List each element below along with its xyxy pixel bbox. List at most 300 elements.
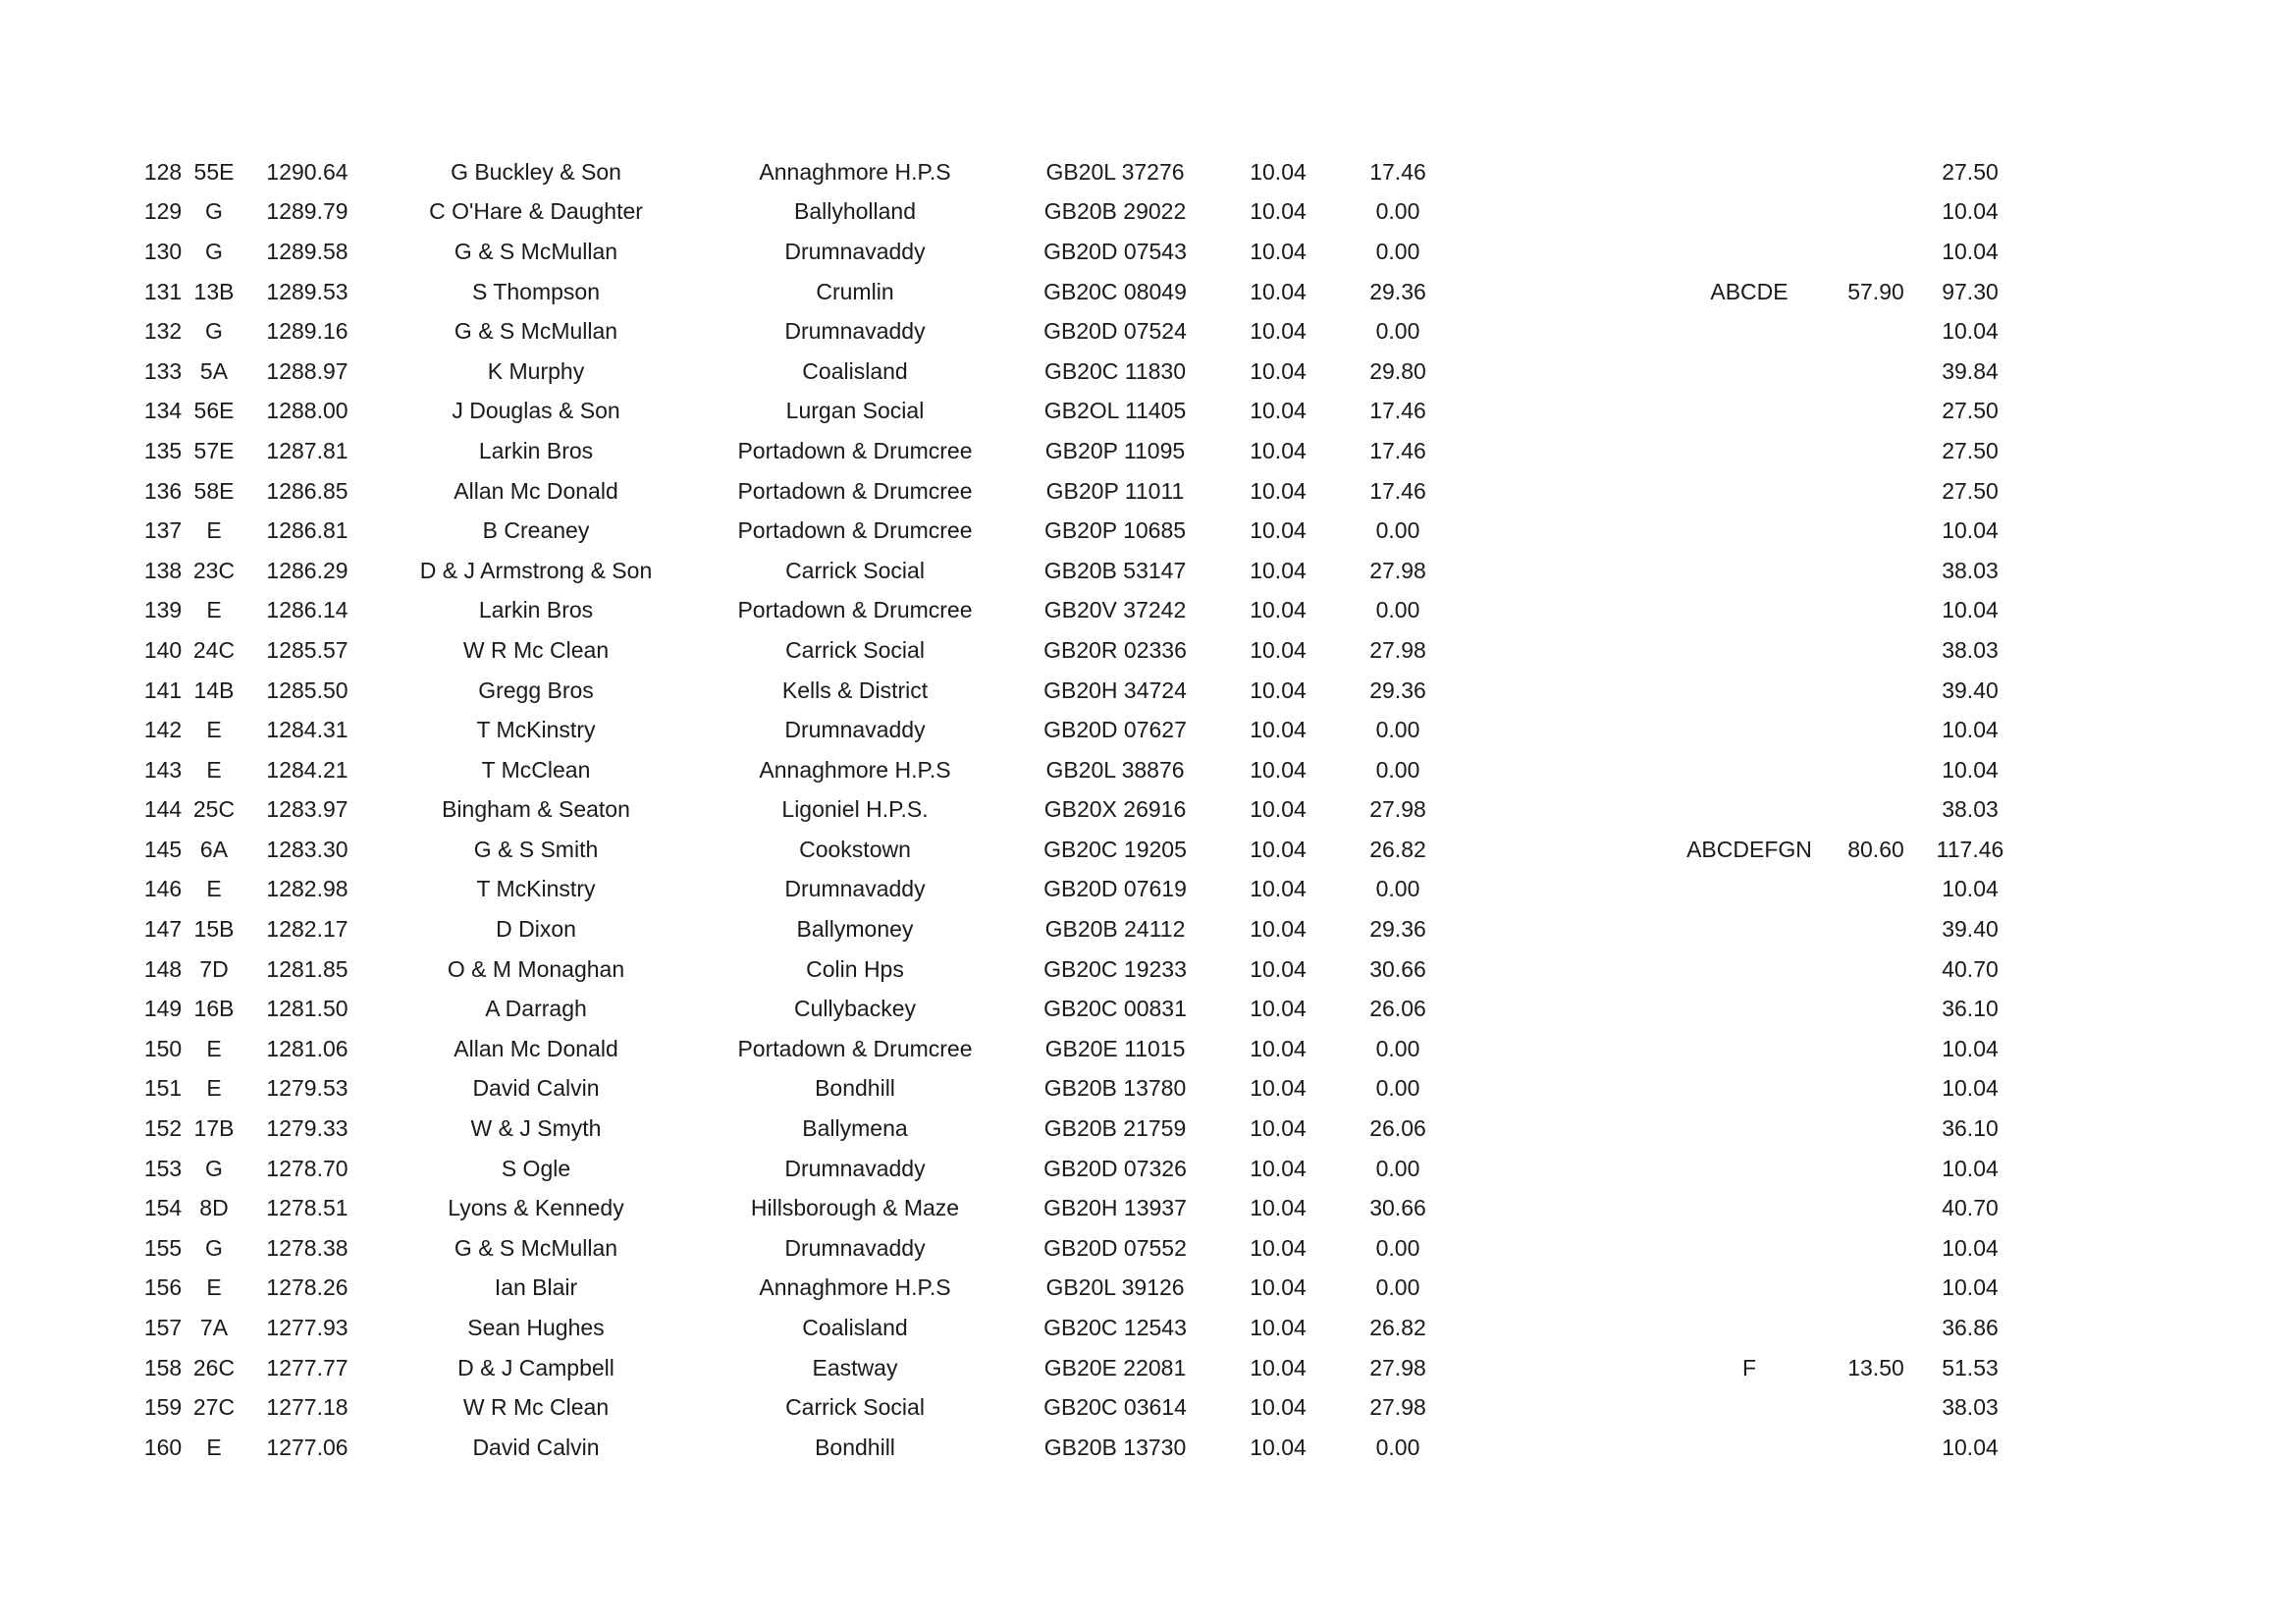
pool-cell: 27.98	[1369, 636, 1426, 663]
club-cell: Coalisland	[802, 1315, 908, 1341]
spacer-cell	[1457, 830, 1659, 870]
spacer-cell	[1457, 431, 1659, 471]
total-cell: 10.04	[1942, 1075, 1999, 1102]
fancier-name-cell: O & M Monaghan	[447, 955, 625, 982]
nomination-amount-cell	[1840, 1228, 1912, 1269]
spacer-cell	[1457, 989, 1659, 1029]
total-cell: 10.04	[1942, 1434, 1999, 1460]
pool-cell: 0.00	[1375, 1035, 1420, 1061]
spacer-cell	[2028, 870, 2101, 910]
nomination-amount-cell	[1840, 1387, 1912, 1428]
section-cell: 58E	[193, 477, 235, 504]
ring-number-cell: GB20B 29022	[1043, 198, 1187, 225]
ring-number-cell: GB20E 11015	[1044, 1035, 1186, 1061]
table-row	[137, 790, 2101, 831]
spacer-cell	[1457, 750, 1659, 790]
fancier-name-cell: J Douglas & Son	[452, 398, 620, 424]
spacer-cell	[1457, 511, 1659, 551]
position-cell: 143	[143, 756, 183, 783]
nomination-amount-cell	[1840, 630, 1912, 671]
fancier-name-cell: D Dixon	[496, 916, 576, 943]
pool-cell: 0.00	[1375, 1234, 1420, 1261]
section-cell: 16B	[193, 996, 235, 1022]
nominations-cell	[1659, 431, 1840, 471]
spacer-cell	[1457, 1228, 1659, 1269]
section-cell: E	[206, 517, 222, 544]
prize-cell: 10.04	[1250, 1354, 1307, 1380]
spacer-cell	[2028, 630, 2101, 671]
prize-cell: 10.04	[1250, 1195, 1307, 1221]
position-cell: 138	[143, 557, 183, 583]
velocity-cell: 1286.14	[266, 597, 348, 623]
velocity-cell: 1277.93	[266, 1315, 348, 1341]
position-cell: 137	[143, 517, 183, 544]
club-cell: Portadown & Drumcree	[737, 517, 973, 544]
spacer-cell	[2028, 989, 2101, 1029]
ring-number-cell: GB20C 19205	[1043, 836, 1187, 862]
velocity-cell: 1282.98	[266, 876, 348, 902]
prize-cell: 10.04	[1250, 836, 1307, 862]
prize-cell: 10.04	[1250, 557, 1307, 583]
section-cell: 23C	[192, 557, 236, 583]
total-cell: 38.03	[1942, 1394, 1999, 1421]
position-cell: 129	[143, 198, 183, 225]
prize-cell: 10.04	[1250, 1115, 1307, 1142]
nominations-cell	[1659, 1428, 1840, 1468]
prize-cell: 10.04	[1250, 996, 1307, 1022]
spacer-cell	[2028, 272, 2101, 312]
pool-cell: 0.00	[1375, 597, 1420, 623]
nomination-amount-cell	[1840, 909, 1912, 949]
position-cell: 157	[143, 1315, 183, 1341]
nomination-amount-cell	[1840, 1188, 1912, 1228]
ring-number-cell: GB20P 11011	[1045, 477, 1185, 504]
nominations-cell	[1659, 630, 1840, 671]
ring-number-cell: GB20E 22081	[1043, 1354, 1187, 1380]
spacer-cell	[2028, 152, 2101, 192]
spacer-cell	[2028, 1149, 2101, 1189]
section-cell: 24C	[192, 636, 236, 663]
fancier-name-cell: Sean Hughes	[467, 1315, 605, 1341]
fancier-name-cell: S Ogle	[501, 1155, 571, 1181]
total-cell: 36.10	[1942, 996, 1999, 1022]
prize-cell: 10.04	[1250, 796, 1307, 823]
prize-cell: 10.04	[1250, 198, 1307, 225]
velocity-cell: 1282.17	[266, 916, 348, 943]
total-cell: 27.50	[1942, 477, 1999, 504]
ring-number-cell: GB20R 02336	[1043, 636, 1187, 663]
nominations-cell	[1659, 710, 1840, 750]
nomination-amount-cell	[1840, 311, 1912, 352]
nominations-cell	[1659, 1387, 1840, 1428]
spacer-cell	[1457, 392, 1659, 432]
nominations-cell	[1659, 790, 1840, 831]
prize-cell: 10.04	[1250, 1274, 1307, 1301]
nomination-amount-cell	[1840, 1149, 1912, 1189]
table-row	[137, 1109, 2101, 1149]
pool-cell: 29.36	[1369, 916, 1426, 943]
pool-cell: 0.00	[1375, 1274, 1420, 1301]
pool-cell: 0.00	[1375, 238, 1420, 264]
prize-cell: 10.04	[1250, 1035, 1307, 1061]
fancier-name-cell: Allan Mc Donald	[454, 477, 618, 504]
fancier-name-cell: D & J Armstrong & Son	[419, 557, 653, 583]
section-cell: G	[205, 1234, 223, 1261]
total-cell: 10.04	[1942, 238, 1999, 264]
nomination-amount-cell	[1840, 392, 1912, 432]
position-cell: 136	[143, 477, 183, 504]
total-cell: 40.70	[1942, 1195, 1999, 1221]
position-cell: 152	[143, 1115, 183, 1142]
club-cell: Ligoniel H.P.S.	[781, 796, 929, 823]
total-cell: 27.50	[1942, 437, 1999, 463]
velocity-cell: 1278.26	[266, 1274, 348, 1301]
section-cell: E	[206, 1035, 222, 1061]
table-row	[137, 1188, 2101, 1228]
nomination-amount-cell	[1840, 1069, 1912, 1110]
nomination-amount-cell	[1840, 431, 1912, 471]
club-cell: Colin Hps	[806, 955, 904, 982]
nomination-amount-cell	[1840, 152, 1912, 192]
club-cell: Portadown & Drumcree	[737, 1035, 973, 1061]
nomination-amount-cell	[1840, 750, 1912, 790]
position-cell: 153	[143, 1155, 183, 1181]
table-row	[137, 1308, 2101, 1348]
club-cell: Cookstown	[799, 836, 911, 862]
table-row	[137, 591, 2101, 631]
spacer-cell	[2028, 591, 2101, 631]
ring-number-cell: GB20V 37242	[1043, 597, 1187, 623]
section-cell: 25C	[192, 796, 236, 823]
spacer-cell	[1457, 1387, 1659, 1428]
spacer-cell	[2028, 1348, 2101, 1388]
position-cell: 146	[143, 876, 183, 902]
spacer-cell	[1457, 1269, 1659, 1309]
prize-cell: 10.04	[1250, 1155, 1307, 1181]
table-row	[137, 1149, 2101, 1189]
nomination-amount-cell	[1840, 870, 1912, 910]
velocity-cell: 1278.51	[266, 1195, 348, 1221]
club-cell: Cullybackey	[794, 996, 916, 1022]
nomination-amount-cell	[1840, 989, 1912, 1029]
position-cell: 132	[143, 318, 183, 345]
velocity-cell: 1281.50	[266, 996, 348, 1022]
prize-cell: 10.04	[1250, 437, 1307, 463]
nomination-amount-cell	[1840, 1109, 1912, 1149]
position-cell: 141	[143, 677, 183, 703]
ring-number-cell: GB20D 07524	[1043, 318, 1187, 345]
prize-cell: 10.04	[1250, 1394, 1307, 1421]
fancier-name-cell: A Darragh	[485, 996, 587, 1022]
club-cell: Lurgan Social	[785, 398, 925, 424]
position-cell: 158	[143, 1354, 183, 1380]
spacer-cell	[2028, 551, 2101, 591]
table-row	[137, 311, 2101, 352]
section-cell: E	[206, 876, 222, 902]
fancier-name-cell: Larkin Bros	[478, 437, 594, 463]
table-row	[137, 710, 2101, 750]
spacer-cell	[1457, 311, 1659, 352]
table-row	[137, 1029, 2101, 1069]
fancier-name-cell: David Calvin	[472, 1434, 600, 1460]
position-cell: 134	[143, 398, 183, 424]
spacer-cell	[1457, 152, 1659, 192]
position-cell: 142	[143, 717, 183, 743]
section-cell: E	[206, 756, 222, 783]
velocity-cell: 1289.79	[266, 198, 348, 225]
velocity-cell: 1281.85	[266, 955, 348, 982]
position-cell: 149	[143, 996, 183, 1022]
ring-number-cell: GB20P 10685	[1043, 517, 1187, 544]
position-cell: 144	[143, 796, 183, 823]
position-cell: 130	[143, 238, 183, 264]
prize-cell: 10.04	[1250, 398, 1307, 424]
pool-cell: 30.66	[1369, 955, 1426, 982]
velocity-cell: 1284.31	[266, 717, 348, 743]
section-cell: 26C	[192, 1354, 236, 1380]
ring-number-cell: GB20B 24112	[1044, 916, 1186, 943]
prize-cell: 10.04	[1250, 916, 1307, 943]
nominations-cell	[1659, 1029, 1840, 1069]
fancier-name-cell: G & S Smith	[473, 836, 599, 862]
nominations-cell	[1659, 989, 1840, 1029]
spacer-cell	[2028, 352, 2101, 392]
section-cell: E	[206, 717, 222, 743]
section-cell: G	[205, 198, 223, 225]
section-cell: E	[206, 1434, 222, 1460]
total-cell: 10.04	[1942, 318, 1999, 345]
total-cell: 10.04	[1942, 1035, 1999, 1061]
total-cell: 40.70	[1942, 955, 1999, 982]
nomination-amount-cell	[1840, 551, 1912, 591]
club-cell: Portadown & Drumcree	[737, 597, 973, 623]
spacer-cell	[1457, 1348, 1659, 1388]
results-table	[137, 152, 2101, 1468]
velocity-cell: 1286.81	[266, 517, 348, 544]
nominations-cell	[1659, 949, 1840, 990]
spacer-cell	[2028, 830, 2101, 870]
spacer-cell	[1457, 1188, 1659, 1228]
nomination-amount-cell	[1840, 192, 1912, 233]
velocity-cell: 1278.38	[266, 1234, 348, 1261]
position-cell: 159	[143, 1394, 183, 1421]
pool-cell: 27.98	[1369, 796, 1426, 823]
nominations-cell	[1659, 1188, 1840, 1228]
position-cell: 156	[143, 1274, 183, 1301]
position-cell: 151	[143, 1075, 183, 1102]
spacer-cell	[1457, 630, 1659, 671]
ring-number-cell: GB20B 21759	[1043, 1115, 1187, 1142]
nomination-amount-cell	[1840, 671, 1912, 711]
results-body	[137, 152, 2101, 1468]
spacer-cell	[2028, 1228, 2101, 1269]
ring-number-cell: GB20B 53147	[1043, 557, 1187, 583]
spacer-cell	[2028, 750, 2101, 790]
spacer-cell	[2028, 392, 2101, 432]
table-row	[137, 272, 2101, 312]
spacer-cell	[2028, 1069, 2101, 1110]
nomination-amount-cell: 13.50	[1847, 1354, 1904, 1380]
section-cell: 7A	[199, 1315, 229, 1341]
pool-cell: 17.46	[1369, 437, 1426, 463]
prize-cell: 10.04	[1250, 717, 1307, 743]
total-cell: 10.04	[1942, 1234, 1999, 1261]
position-cell: 150	[143, 1035, 183, 1061]
prize-cell: 10.04	[1250, 876, 1307, 902]
pool-cell: 0.00	[1375, 1434, 1420, 1460]
prize-cell: 10.04	[1250, 1075, 1307, 1102]
club-cell: Drumnavaddy	[784, 876, 926, 902]
ring-number-cell: GB20C 08049	[1043, 278, 1187, 304]
pool-cell: 29.80	[1369, 357, 1426, 384]
spacer-cell	[1457, 710, 1659, 750]
club-cell: Portadown & Drumcree	[737, 477, 973, 504]
pool-cell: 0.00	[1375, 198, 1420, 225]
section-cell: 56E	[193, 398, 235, 424]
nomination-amount-cell	[1840, 591, 1912, 631]
ring-number-cell: GB20P 11095	[1044, 437, 1186, 463]
fancier-name-cell: C O'Hare & Daughter	[429, 198, 643, 225]
spacer-cell	[2028, 1387, 2101, 1428]
fancier-name-cell: G & S McMullan	[454, 318, 618, 345]
fancier-name-cell: Gregg Bros	[478, 677, 594, 703]
nomination-amount-cell	[1840, 1029, 1912, 1069]
spacer-cell	[1457, 790, 1659, 831]
table-row	[137, 989, 2101, 1029]
total-cell: 10.04	[1942, 876, 1999, 902]
position-cell: 135	[143, 437, 183, 463]
section-cell: 14B	[193, 677, 235, 703]
section-cell: E	[206, 1075, 222, 1102]
total-cell: 10.04	[1942, 756, 1999, 783]
total-cell: 117.46	[1936, 836, 2004, 862]
fancier-name-cell: Larkin Bros	[478, 597, 594, 623]
spacer-cell	[1457, 232, 1659, 272]
ring-number-cell: GB20H 34724	[1043, 677, 1187, 703]
position-cell: 131	[143, 278, 183, 304]
total-cell: 51.53	[1942, 1354, 1999, 1380]
club-cell: Annaghmore H.P.S	[759, 158, 951, 185]
section-cell: G	[205, 1155, 223, 1181]
section-cell: 15B	[193, 916, 235, 943]
pool-cell: 27.98	[1369, 557, 1426, 583]
table-row	[137, 1348, 2101, 1388]
pool-cell: 26.82	[1369, 836, 1426, 862]
fancier-name-cell: G & S McMullan	[454, 1234, 618, 1261]
pool-cell: 27.98	[1369, 1394, 1426, 1421]
spacer-cell	[2028, 431, 2101, 471]
spacer-cell	[2028, 790, 2101, 831]
nomination-amount-cell	[1840, 949, 1912, 990]
nominations-cell	[1659, 352, 1840, 392]
table-row	[137, 1069, 2101, 1110]
total-cell: 38.03	[1942, 796, 1999, 823]
position-cell: 147	[143, 916, 183, 943]
fancier-name-cell: W R Mc Clean	[462, 636, 610, 663]
position-cell: 155	[143, 1234, 183, 1261]
pool-cell: 26.82	[1369, 1315, 1426, 1341]
spacer-cell	[2028, 909, 2101, 949]
nomination-amount-cell	[1840, 1308, 1912, 1348]
prize-cell: 10.04	[1250, 318, 1307, 345]
pool-cell: 0.00	[1375, 756, 1420, 783]
velocity-cell: 1289.53	[266, 278, 348, 304]
spacer-cell	[2028, 511, 2101, 551]
section-cell: 13B	[193, 278, 235, 304]
fancier-name-cell: T McKinstry	[476, 717, 596, 743]
prize-cell: 10.04	[1250, 357, 1307, 384]
total-cell: 10.04	[1942, 1274, 1999, 1301]
table-row	[137, 471, 2101, 512]
spacer-cell	[1457, 192, 1659, 233]
nominations-cell	[1659, 192, 1840, 233]
nomination-amount-cell: 80.60	[1847, 836, 1904, 862]
table-row	[137, 192, 2101, 233]
table-row	[137, 750, 2101, 790]
club-cell: Carrick Social	[785, 1394, 925, 1421]
nominations-cell	[1659, 870, 1840, 910]
nominations-cell	[1659, 471, 1840, 512]
total-cell: 39.84	[1942, 357, 1999, 384]
prize-cell: 10.04	[1250, 756, 1307, 783]
nominations-cell	[1659, 909, 1840, 949]
ring-number-cell: GB20C 00831	[1043, 996, 1187, 1022]
velocity-cell: 1290.64	[266, 158, 348, 185]
total-cell: 10.04	[1942, 198, 1999, 225]
spacer-cell	[2028, 1188, 2101, 1228]
prize-cell: 10.04	[1250, 1315, 1307, 1341]
section-cell: 27C	[192, 1394, 236, 1421]
table-row	[137, 1428, 2101, 1468]
ring-number-cell: GB20H 13937	[1043, 1195, 1187, 1221]
velocity-cell: 1283.30	[266, 836, 348, 862]
table-row	[137, 870, 2101, 910]
velocity-cell: 1289.16	[266, 318, 348, 345]
velocity-cell: 1284.21	[266, 756, 348, 783]
nomination-amount-cell	[1840, 790, 1912, 831]
spacer-cell	[2028, 311, 2101, 352]
velocity-cell: 1283.97	[266, 796, 348, 823]
ring-number-cell: GB20C 11830	[1043, 357, 1187, 384]
nominations-cell	[1659, 591, 1840, 631]
nominations-cell	[1659, 1149, 1840, 1189]
total-cell: 10.04	[1942, 1155, 1999, 1181]
velocity-cell: 1277.06	[266, 1434, 348, 1460]
nominations-cell	[1659, 1269, 1840, 1309]
spacer-cell	[2028, 471, 2101, 512]
spacer-cell	[1457, 591, 1659, 631]
velocity-cell: 1278.70	[266, 1155, 348, 1181]
table-row	[137, 1228, 2101, 1269]
total-cell: 97.30	[1942, 278, 1999, 304]
spacer-cell	[2028, 1269, 2101, 1309]
velocity-cell: 1286.29	[266, 557, 348, 583]
pool-cell: 26.06	[1369, 996, 1426, 1022]
spacer-cell	[2028, 1109, 2101, 1149]
fancier-name-cell: G & S McMullan	[454, 238, 618, 264]
nomination-amount-cell	[1840, 710, 1912, 750]
spacer-cell	[1457, 671, 1659, 711]
club-cell: Kells & District	[781, 677, 929, 703]
spacer-cell	[2028, 1029, 2101, 1069]
ring-number-cell: GB20B 13780	[1043, 1075, 1187, 1102]
nomination-amount-cell	[1840, 511, 1912, 551]
total-cell: 39.40	[1942, 916, 1999, 943]
pool-cell: 17.46	[1369, 477, 1426, 504]
total-cell: 38.03	[1942, 557, 1999, 583]
pool-cell: 27.98	[1369, 1354, 1426, 1380]
club-cell: Crumlin	[816, 278, 894, 304]
